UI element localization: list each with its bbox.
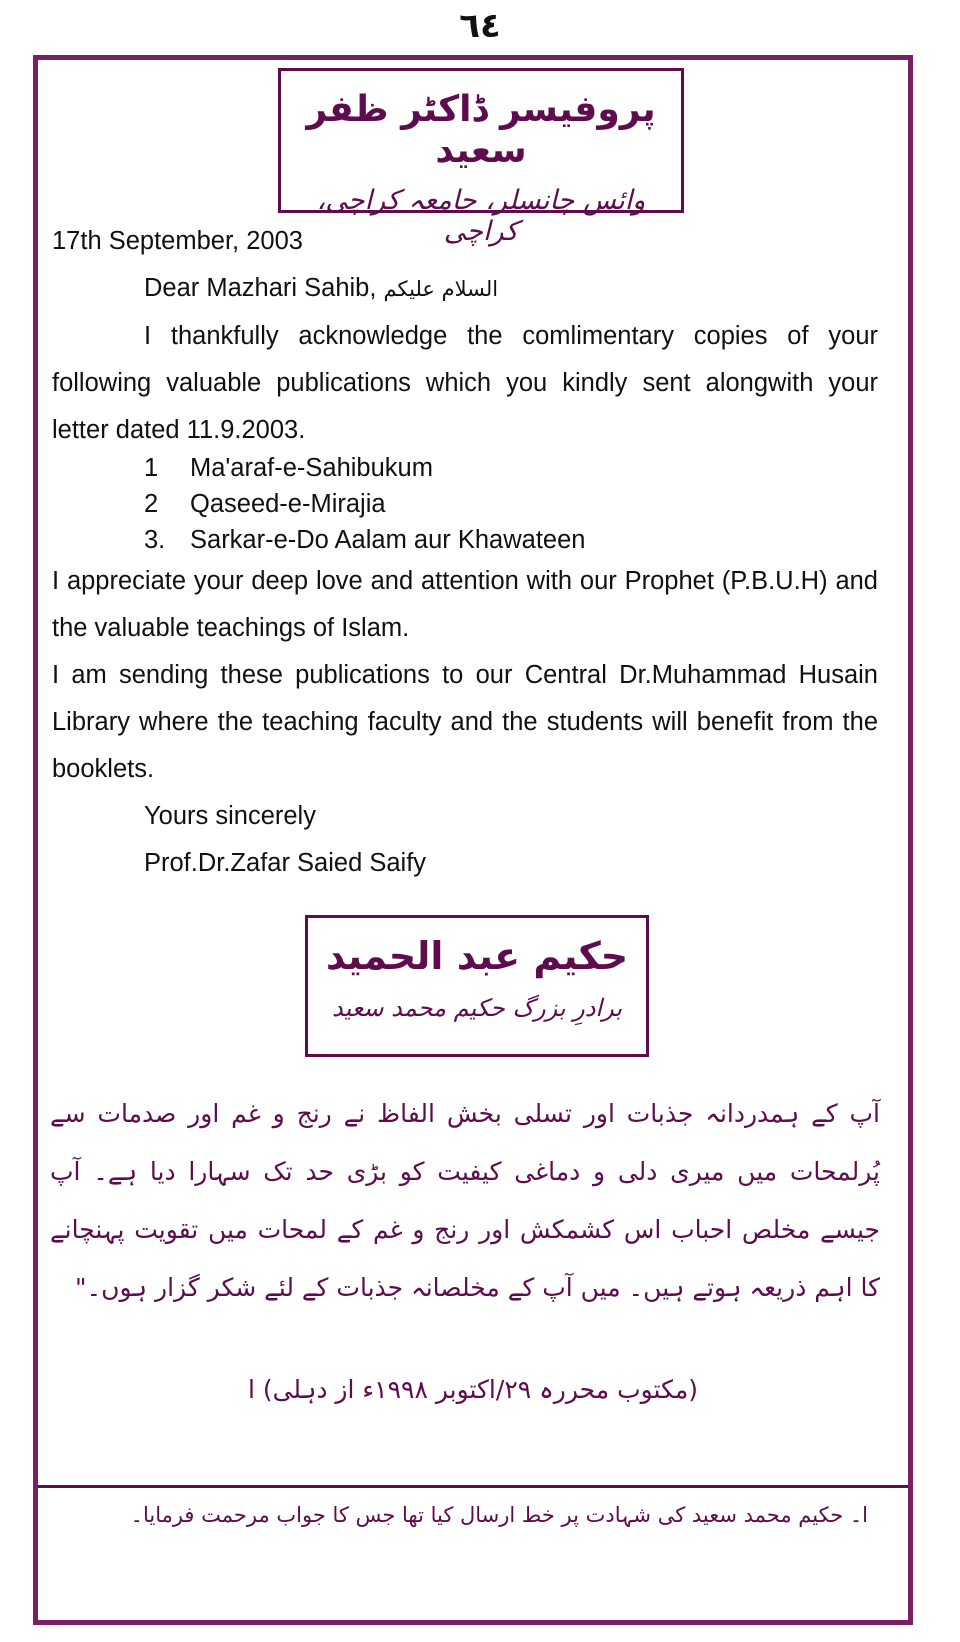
salam-text: السلام علیکم [383, 277, 499, 301]
footnote-divider [38, 1485, 908, 1488]
footnote: ا۔ حکیم محمد سعید کی شہادت پر خط ارسال کیا تھا جس کا جواب مرحمت فرمایا۔ [130, 1503, 868, 1527]
letter-paragraph-3: I am sending these publications to our Central Dr.Muhammad Husain Library where the teaching faculty and the students will benefit from the booklets. [52, 661, 878, 783]
salutation-text: Dear Mazhari Sahib, [144, 274, 377, 302]
page-number: ٦٤ [459, 6, 501, 46]
publication-number: 2 [144, 490, 159, 518]
second-sender-name: حکیم عبد الحمید [325, 934, 629, 978]
letter-paragraph-2: I appreciate your deep love and attention with our Prophet (P.B.U.H) and the valuable teachings of Islam. [52, 567, 878, 642]
urdu-letter-reference: (مکتوب محررہ ۲۹/اکتوبر ۱۹۹۸ء از دہلی) ا [247, 1375, 699, 1404]
second-sender-designation: برادرِ بزرگ حکیم محمد سعید [331, 994, 623, 1022]
publication-title: Ma'araf-e-Sahibukum [190, 454, 433, 482]
publication-item [52, 450, 878, 486]
english-letter [52, 218, 878, 887]
urdu-letter-text: آپ کے ہمدردانہ جذبات اور تسلی بخش الفاظ نے رنج و غم اور صدمات سے پُرلمحات میں میری دلی و دماغی کیفیت کو بڑی حد تک سہارا دیا ہے۔ آپ جیسے مخلص احباب اس کشمکش اور رنج و غم کے لمحات میں تقویت پہنچانے کا اہم ذریعہ ہوتے ہیں۔ میں آپ کے مخلصانہ جذبات کے لئے شکر گزار ہوں۔" [50, 1099, 880, 1302]
letter-signature: Prof.Dr.Zafar Saied Saify [144, 849, 427, 877]
publication-title: Qaseed-e-Mirajia [190, 490, 386, 518]
publication-number: 3. [144, 526, 166, 554]
publication-title: Sarkar-e-Do Aalam aur Khawateen [190, 526, 586, 554]
publication-item [52, 486, 878, 522]
publication-number: 1 [144, 454, 159, 482]
letter-salutation [52, 265, 878, 313]
letter-paragraph-1: I thankfully acknowledge the comlimentary copies of your following valuable publications which you kindly sent alongwith your letter dated 11.9.2003. [52, 322, 878, 444]
second-sender-box [305, 915, 649, 1057]
publication-item [52, 522, 878, 558]
urdu-letter [50, 1085, 880, 1317]
page-frame [33, 55, 913, 1625]
letter-date: 17th September, 2003 [52, 227, 303, 255]
sender-header-box [278, 68, 684, 247]
letter-closing: Yours sincerely [144, 802, 316, 830]
sender-designation: وائس چانسلر، جامعہ کراچی، کراچی [316, 185, 646, 247]
sender-name: پروفیسر ڈاکٹر ظفر سعید [306, 89, 656, 171]
